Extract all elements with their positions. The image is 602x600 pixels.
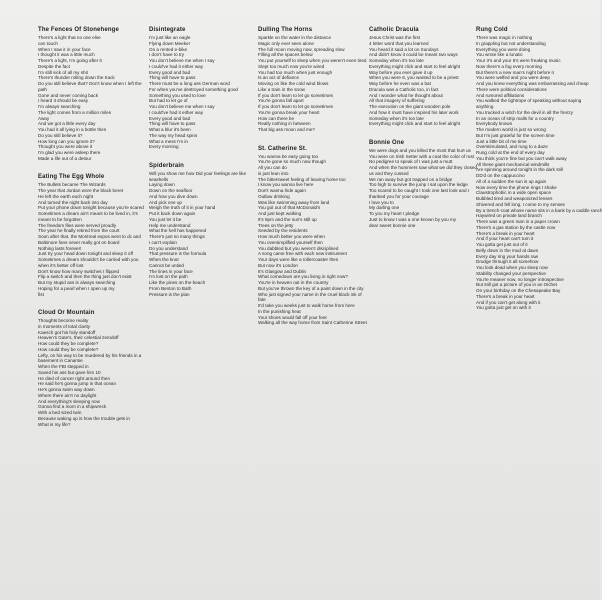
lyric-line: I don't have to try (149, 52, 185, 58)
lyric-line: Sometimes a dream ain't meant to be lived in, it's (38, 211, 138, 216)
lyric-line: Just a little bit of me time (476, 138, 527, 144)
lyric-line: We ran away but got trapped on a bridge (369, 176, 453, 182)
lyric-line: meant to be forgotten (38, 216, 82, 222)
lyric-line: He left the earth each night (38, 193, 94, 199)
lyric-line: But still got a picture of you in an Oichet (476, 282, 557, 288)
lyric-line: All these giant mechanical windmills (476, 161, 550, 167)
lyric-line: Haywired on private land branch (476, 213, 542, 219)
lyric-line: You gotta just get on with it (476, 305, 531, 311)
lyric-line: Stability changed your perspective (476, 270, 546, 276)
lyric-line: There's just so many things (149, 234, 205, 239)
song-lyrics (258, 153, 367, 327)
lyric-line: When the FBI stepped in (38, 364, 89, 369)
lyric-line: I could've had it either way (149, 109, 203, 115)
lyric-line: The year he finally retired from the court (38, 228, 120, 234)
lyric-line: Hoping for a pearl when I open up my (38, 285, 115, 291)
lyric-line: And when the hummers saw what we did they closed (369, 165, 478, 170)
lyric-line: You're gonna fall apart (258, 98, 304, 104)
lyric-line: Someday when it's too late (369, 115, 424, 121)
lyric-line: DD'd on the cappuccino (476, 173, 525, 178)
lyric-line: My darling one (369, 205, 400, 211)
lyric-line: And didn't know it could be meant two ways (369, 52, 458, 58)
song-spiderbrain (149, 162, 253, 298)
lyric-line: You look dead when you sleep now (476, 265, 548, 270)
lyric-line: fate (258, 297, 266, 303)
lyric-line: Everything you were doing (476, 46, 531, 52)
lyric-line: But my stupid ass is always searching (38, 280, 116, 285)
lyric-line: Do you still believe it? (38, 132, 83, 138)
lyric-line: Put it back down again (149, 211, 196, 216)
lyric-line: How could they be complete? (38, 341, 99, 346)
song-lyrics (38, 182, 145, 297)
song-rung-cold (476, 26, 602, 311)
lyric-line: Is an act of defiance (258, 75, 300, 81)
lyric-line: Gone and never coming back (38, 92, 99, 98)
lyrics-column-4 (369, 26, 478, 234)
lyric-line: Every good and bad (149, 115, 191, 121)
lyric-line: Who just signed your name in the cruel black ink of (258, 291, 362, 297)
lyric-line: Like the pines on the beach (149, 280, 206, 285)
lyric-line: You walked the tightrope of speaking without saying (476, 98, 582, 104)
lyric-line: Your days were like a rollercoaster then (258, 257, 339, 262)
lyric-line: You heard it said a lot on Sundays (369, 46, 439, 52)
lyric-line: For when you've destroyed something good (149, 86, 238, 92)
song-lyrics (38, 318, 145, 427)
song-lyrics (149, 35, 253, 150)
lyric-line: But there's a new man's night before it (476, 69, 554, 75)
lyric-line: Away (38, 115, 50, 121)
lyric-line: You put yourself to sleep when you weren't even tired (258, 58, 367, 63)
song-cloud-or-mountain (38, 309, 145, 427)
lyric-line: When I saw it in your face (38, 46, 91, 52)
song-title: Dulling The Horns (258, 27, 313, 33)
lyric-line: And turned the night back into day (38, 199, 108, 205)
lyric-line: And we got a little every day (38, 121, 96, 127)
lyric-line: There was a green man in a paper crown (476, 219, 560, 224)
lyric-line: There's thunder rolling down the track (38, 75, 115, 81)
lyric-line: And how it must have inspired his later work (369, 109, 459, 115)
lyric-line: But now it's London (258, 262, 298, 268)
lyric-line: And you knew everything was embarrassing and cheap (476, 81, 589, 86)
lyrics-column-3 (258, 26, 367, 332)
lyric-line: How can there be (258, 115, 295, 121)
lyric-line: us and they cussed (369, 170, 409, 176)
lyric-line: Kaesch got his holy standoff (38, 329, 96, 335)
lyric-line: Too scared to be caught I took one last look and I (369, 188, 470, 193)
lyric-line: Rung cold at the end of every day (476, 150, 545, 155)
lyric-line: Just try your head down tonight and sleep it off (38, 251, 133, 257)
lyric-line: You tracked a witch for the devil in all the frenzy (476, 109, 573, 115)
lyric-line: Way before he even was a bat (369, 81, 431, 86)
lyric-line: Thoughts become reality (38, 318, 89, 323)
lyric-line: Drudge through it all somehow (476, 259, 539, 265)
lyric-line: You got out of that McDonald's (258, 205, 321, 211)
lyric-line: Laying down (149, 182, 175, 188)
lyric-line: Jesus Christ was the first (369, 35, 421, 40)
lyric-line: Don't wanna hide again (258, 188, 306, 193)
lyric-line: The lines in your face (149, 268, 193, 274)
lyric-line: Every morning (149, 144, 179, 150)
lyric-line: You dabbled but you weren't disciplined (258, 245, 339, 251)
lyric-line: Walking all the way home from Saint Catherine Street (258, 320, 367, 326)
lyric-line: There's a light, I'm going after it (38, 58, 102, 63)
lyric-line: The light comes from a million miles (38, 109, 112, 115)
lyric-line: And just kept walking (258, 211, 302, 216)
lyric-line: You don't believe me when I say (149, 104, 215, 109)
lyric-line: And rumored affiliations (476, 92, 525, 98)
song-lyrics (38, 35, 145, 162)
lyric-line: path (38, 86, 47, 92)
lyric-line: Baltimore fans never really got on board (38, 239, 120, 245)
lyric-line: There's a break in your heart (476, 293, 535, 299)
lyric-line: Down on the seafloor (149, 188, 193, 193)
lyric-line: Magic only ever seen alone (258, 40, 314, 46)
lyric-line: It's 9pm and the sun's still up (258, 216, 317, 222)
song-title: Bonnie One (369, 139, 405, 146)
lyric-line: But I'm just grateful for the screen time (476, 132, 555, 138)
lyric-line: Everybody knows (476, 121, 513, 127)
song-title: Disintegrate (149, 27, 186, 33)
lyric-line: Made a life out of a detour (38, 155, 92, 161)
lyric-line: There's a gas station by the castle now (476, 224, 556, 230)
lyric-line: Pressure is the plan (149, 291, 190, 297)
lyric-line: in moments of total clarity (38, 323, 91, 329)
lyric-line: It's Glasgow and Dublin (258, 268, 307, 274)
lyric-line: How much better you were when (258, 234, 325, 239)
lyric-line: can touch (38, 40, 58, 46)
lyric-line: 4 letter word that you learned (369, 40, 429, 46)
lyric-line: Saved his ass but gave him 10 (38, 369, 101, 375)
lyric-line: And I wonder what he thought about (369, 92, 443, 98)
lyric-line: If you don't learn to let go sometimes (258, 92, 333, 98)
lyric-line: All of a sudden the sun is up again (476, 178, 547, 184)
lyric-line: The way my head spins (149, 132, 198, 138)
lyric-line: I can't explain (149, 239, 177, 245)
lyric-line: There's a break in your heart (476, 230, 535, 236)
lyric-line: Now every time the phone rings I shake (476, 184, 557, 190)
lyric-line: The Bullets became The Wizards (38, 182, 106, 188)
lyric-line: Don't know how many switches I flipped (38, 268, 120, 274)
lyric-line: Just to know I was a one known by you my (369, 216, 457, 222)
lyric-line: seashells (149, 176, 169, 182)
lyric-line: Moving on like the cold wind blows (258, 81, 329, 86)
lyric-line: Thing will have to pass (149, 75, 196, 81)
lyric-line: What the hell has happened (149, 228, 207, 234)
lyric-line: You wanna be easy going too (258, 153, 319, 159)
song-bonnie-one (369, 139, 478, 229)
lyric-line: Soon after that, the Montreal expos went to dc and (38, 234, 141, 239)
lyrics-column-5 (476, 26, 602, 317)
song-dulling-the-horns (258, 26, 367, 133)
lyric-line: You're meaner now, no longer introspective (476, 276, 564, 282)
song-catholic-dracula (369, 26, 471, 127)
lyric-line: You don't believe me when I say (149, 58, 215, 63)
lyric-line: You were on Irish Setter with a coat the color of rust (369, 153, 475, 159)
lyric-line: How could they be complete? (38, 346, 99, 352)
lyric-line: is just lean into (258, 170, 289, 176)
lyric-line: You gotta get just out of it (476, 242, 528, 247)
lyric-line: With a bed sized twin (38, 410, 82, 415)
lyric-line: I love you to (369, 199, 394, 205)
lyric-line: Every good and bad (149, 69, 191, 75)
lyric-line: And if you can't get along with it (476, 299, 541, 305)
lyric-line: In the punishing heat (258, 308, 301, 314)
lyric-line: Thought you were above it (38, 144, 93, 150)
lyric-line: thanked you for your courage (369, 193, 429, 199)
lyric-line: I know you wanna live here (258, 182, 314, 188)
song-the-fences-of-stonehenge (38, 26, 145, 162)
lyric-line: Flip a switch and then the thing just don't exist (38, 274, 132, 280)
lyric-line: That pressure is the formula (149, 251, 207, 257)
song-title: Rung Cold (476, 27, 508, 33)
lyric-line: Was like swimming away from land (258, 199, 330, 205)
lyric-line: He said he's gonna jump in that ocean (38, 381, 117, 387)
lyric-line: All you can do (258, 165, 287, 170)
lyric-line: There were political considerations (476, 86, 547, 92)
lyric-line: Claustrophobic in a wide open space (476, 190, 552, 196)
lyric-line: You were welfed and you were deep (476, 75, 550, 81)
lyric-line: Heaven's Gate's, their celestial zerodoff (38, 335, 119, 341)
lyric-line: To you my heart I pledge (369, 211, 420, 216)
lyric-line: Your shoes would fall off your feet (258, 314, 327, 320)
lyric-line: There's a light that no one else (38, 35, 101, 40)
lyric-line: We were dogs and you killed the most that hurt us (369, 147, 471, 153)
song-title: St. Catherine St. (258, 145, 307, 152)
lyric-line: Too high to survive the jump I sat upon the ledge (369, 182, 468, 188)
lyric-line: What a blur it's been (149, 127, 191, 132)
lyric-line: Shivered and fell long, I come to my senses (476, 201, 565, 207)
lyric-line: What a mess I'm in (149, 138, 188, 144)
lyric-line: A song came free with each new instrument (258, 251, 347, 257)
lyric-line: Outlaw drinking (258, 193, 290, 199)
lyric-line: Slept too much now you're wired (258, 63, 325, 69)
lyric-line: Do you still believe that? Don't know when I left the (38, 81, 142, 86)
song-eating-the-egg-whole (38, 173, 145, 297)
lyric-line: I'm always searching (38, 104, 81, 109)
song-title: The Fences Of Stonehenge (38, 27, 119, 33)
lyric-line: In an ocean of strip malls for a country (476, 115, 554, 121)
lyric-line: If you don't learn to let go sometimes (258, 104, 333, 109)
lyric-line: I'm lost on the path (149, 274, 188, 280)
lyric-line: The bittersweet feeling of leaving home too (258, 176, 346, 182)
lyric-line: The full moon moving now, spreading slow (258, 46, 345, 52)
lyrics-column-2 (149, 26, 253, 303)
lyric-line: Seeded by the residents (258, 228, 308, 234)
lyric-line: Because waking up is how the trouble gets in (38, 415, 130, 421)
lyric-line: Like a train in the snow (258, 86, 305, 92)
lyric-line: Your 3's and your 5's were freaking music (476, 58, 561, 63)
lyric-line: Someday when it's too late (369, 58, 424, 63)
lyric-line: What is my life? (38, 421, 71, 427)
lyric-line: You're in heaven out in the country (258, 280, 329, 285)
lyric-line: I'm still sick of all my shit (38, 69, 88, 75)
lyric-line: No pedigree to speak of I was just a mutt (369, 159, 453, 165)
song-lyrics (369, 35, 471, 127)
lyric-line: And pick one up (149, 199, 182, 205)
lyric-line: I'm glad you were asleep there (38, 150, 101, 155)
lyric-line: Dracula was a Catholic too, in fact (369, 86, 439, 92)
lyric-line: anything (476, 104, 494, 109)
lyric-line: He died of cancer right around then (38, 375, 111, 381)
lyric-line: You just let it be (149, 216, 182, 222)
lyric-line: But had to let go of (149, 98, 188, 104)
lyric-line: You think you're fine but you can't walk away (476, 155, 567, 161)
lyric-line: You oversimplified yourself then (258, 239, 323, 245)
lyric-line: The modern world is just so wrong (476, 127, 546, 132)
lyric-line: You had it all lying in a bottle then (38, 127, 107, 132)
lyric-line: fist (38, 291, 44, 297)
lyric-line: And how you dive down (149, 193, 198, 199)
lyric-line: Belly down in the mud at dawn (476, 247, 539, 253)
lyric-line: There must be a long ass German word (149, 81, 230, 86)
lyric-line: basement in Canarsie (38, 358, 83, 364)
lyric-line: How long can you ignore it? (38, 138, 95, 144)
lyric-line: By a trench-coat whose name sits in a bank by a caddle ranch (476, 207, 602, 213)
song-st-catherine-st (258, 145, 367, 327)
lyric-line: That big ass moon and me? (258, 127, 315, 132)
lyric-line: Will you show me how Did your feelings are like (149, 170, 247, 176)
lyric-line: Despite the fact (38, 63, 70, 69)
lyric-line: Now there's a fog every morning (476, 63, 542, 69)
lyric-line: The freedom flies were served proudly (38, 222, 117, 228)
song-title: Cloud Or Mountain (38, 310, 95, 316)
lyric-line: Bubbled tired and weaponized lenses (476, 196, 553, 201)
lyric-line: Overstimulated, and rung to a daze (476, 144, 548, 150)
song-lyrics (476, 35, 602, 311)
lyric-line: Sparkle on the water in the distance (258, 35, 332, 40)
song-disintegrate (149, 26, 253, 150)
lyric-line: Are spinning around tonight in the dark still (476, 167, 563, 173)
song-title: Eating The Egg Whole (38, 174, 105, 181)
lyric-line: On your birthday on the Chesapeake Bay (476, 288, 561, 293)
lyric-line: dear sweet bonnie one (369, 222, 416, 228)
lyric-line: Flying down Meeker (149, 40, 191, 46)
lyric-line: But you've thrown the key of a paint down in the city (258, 285, 364, 291)
lyric-line: When you were 6, you wanted to be a priest (369, 75, 459, 81)
lyric-line: Trees on the jetty (258, 222, 294, 228)
lyric-line: Something you used to love (149, 92, 206, 98)
lyric-line: I thought it was a little much (38, 52, 95, 58)
lyric-line: And everything's sleeping now (38, 398, 100, 404)
lyric-line: When the knot (149, 257, 179, 262)
song-title: Spiderbrain (149, 162, 184, 169)
lyric-line: Lefty, on his way to be murdered by his friends in a (38, 352, 142, 358)
lyric-line: Nothing lasts forever! (38, 245, 82, 251)
lyric-line: All that imagery of suffering (369, 98, 425, 104)
lyric-line: You wrote like a lunatic (476, 52, 523, 58)
lyric-line: Where there ain't no daylight (38, 392, 97, 398)
lyrics-column-1 (38, 26, 145, 433)
lyric-line: You had too much when just enough (258, 69, 333, 75)
lyric-line: I'm just like an eagle (149, 35, 191, 40)
lyric-line: He's gonna swim way down (38, 387, 95, 392)
lyric-line: Filling all the spaces below (258, 52, 313, 58)
lyric-line: You're gonna break your heart (258, 109, 320, 115)
lyric-line: From Benton to Bath (149, 285, 192, 291)
lyric-line: And if your heart can't turn it (476, 236, 534, 242)
song-title: Catholic Dracula (369, 27, 419, 33)
song-lyrics (258, 35, 367, 133)
lyric-line: You're gone so much now though (258, 159, 326, 165)
song-lyrics (369, 147, 478, 229)
lyric-line: I could've had it either way (149, 63, 203, 69)
lyric-line: Everything might click and start to feel alright (369, 121, 461, 127)
lyric-line: Cannot be untied (149, 262, 184, 268)
lyric-line: Really nothing in between (258, 121, 311, 127)
lyric-line: The execution on the giant wooden pole (369, 104, 451, 109)
lyric-line: In grappling but not understanding (476, 40, 546, 46)
lyric-line: What comedown are you living in right now? (258, 274, 348, 280)
lyric-line: Gonna find a mom in a shipwreck (38, 404, 107, 410)
lyric-line: Everything might click and start to feel alright (369, 63, 461, 69)
lyric-line: Help me understand (149, 222, 191, 228)
lyric-line: There was magic in nothing (476, 35, 533, 40)
lyric-line: Do you understand (149, 245, 188, 251)
lyric-line: I heard it should be easy (38, 98, 89, 104)
lyric-line: Way before you ever gave it up (369, 69, 433, 75)
lyric-line: Thing will have to pass (149, 121, 196, 127)
lyric-line: Put your phone down tonight because you're scared (38, 205, 144, 211)
song-lyrics (149, 171, 253, 298)
lyric-line: It'd take you weeks just to walk home from here (258, 303, 355, 308)
lyric-line: The year that Jordan wore the black beret (38, 188, 124, 193)
lyric-line: Every day ring your hands raw (476, 253, 539, 259)
lyric-line: when it's better off lost (38, 262, 84, 268)
lyric-line: Weigh the truth of it in your hand (149, 205, 216, 211)
lyric-line: Sometimes a dream shouldn't be carried with you (38, 257, 139, 262)
lyric-line: On a rented e-bike (149, 46, 188, 52)
